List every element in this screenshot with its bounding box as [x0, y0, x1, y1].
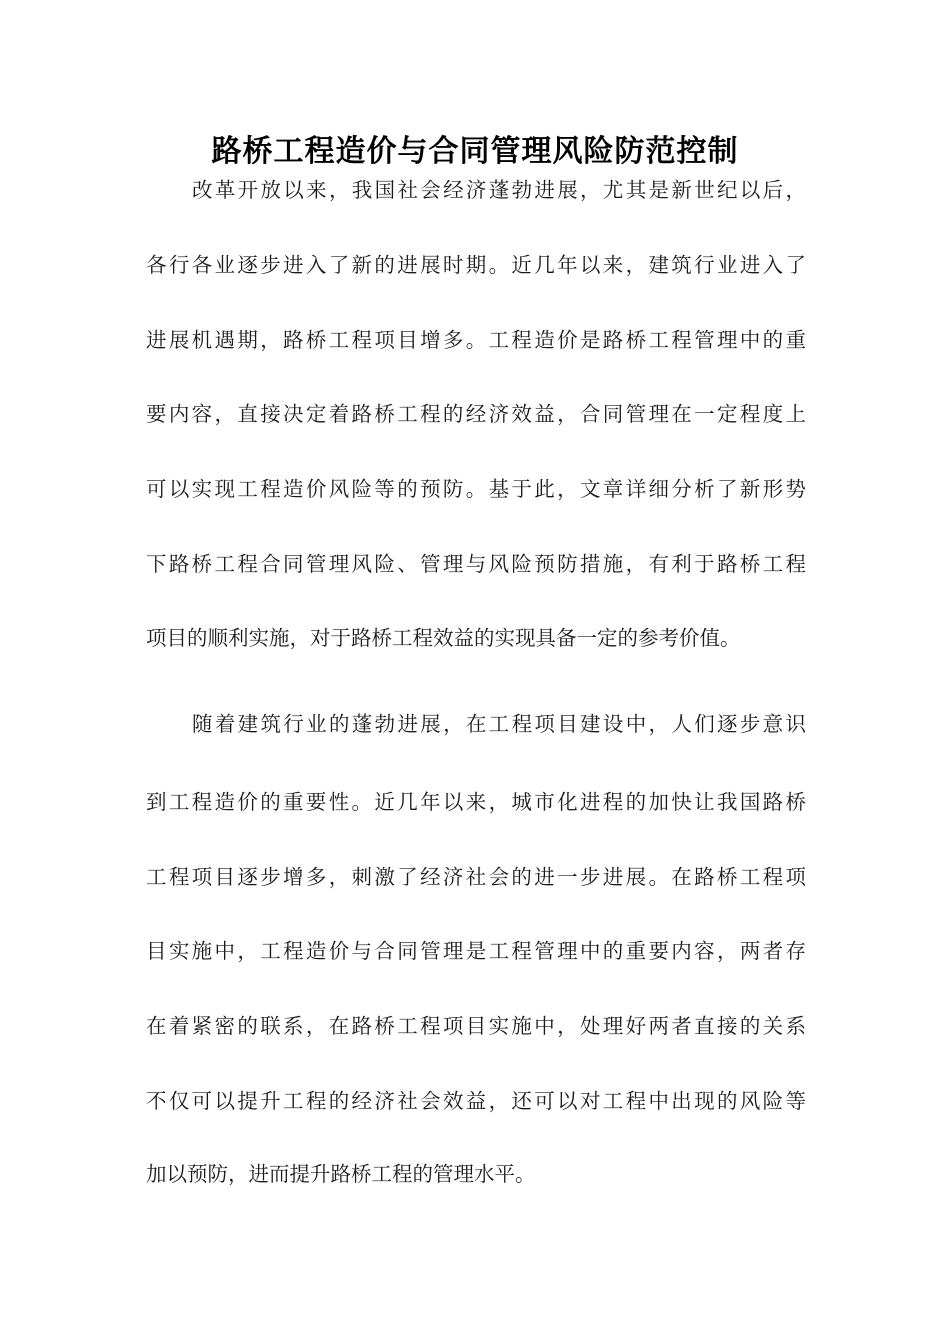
paragraph-line: 在着紧密的联系，在路桥工程项目实施中，处理好两者直接的关系: [146, 1014, 806, 1038]
paragraph-line: 下路桥工程合同管理风险、管理与风险预防措施，有利于路桥工程: [146, 552, 806, 576]
paragraph-line: 项目的顺利实施，对于路桥工程效益的实现具备一定的参考价值。: [146, 626, 741, 650]
paragraph-line: 工程项目逐步增多，刺激了经济社会的进一步进展。在路桥工程项: [146, 865, 806, 889]
document-title: 路桥工程造价与合同管理风险防范控制: [211, 134, 739, 169]
paragraph-line: 随着建筑行业的蓬勃进展，在工程项目建设中，人们逐步意识: [192, 712, 806, 736]
paragraph-line: 各行各业逐步进入了新的进展时期。近几年以来，建筑行业进入了: [146, 253, 806, 277]
paragraph-line: 可以实现工程造价风险等的预防。基于此，文章详细分析了新形势: [146, 477, 806, 501]
paragraph-line: 改革开放以来，我国社会经济蓬勃进展，尤其是新世纪以后，: [192, 178, 806, 202]
paragraph-line: 进展机遇期，路桥工程项目增多。工程造价是路桥工程管理中的重: [146, 328, 806, 352]
paragraph-line: 要内容，直接决定着路桥工程的经济效益，合同管理在一定程度上: [146, 402, 806, 426]
paragraph-line: 目实施中，工程造价与合同管理是工程管理中的重要内容，两者存: [146, 939, 806, 963]
paragraph-line: 到工程造价的重要性。近几年以来，城市化进程的加快让我国路桥: [146, 790, 806, 814]
paragraph-line: 加以预防，进而提升路桥工程的管理水平。: [146, 1162, 536, 1186]
paragraph-line: 不仅可以提升工程的经济社会效益，还可以对工程中出现的风险等: [146, 1089, 806, 1113]
